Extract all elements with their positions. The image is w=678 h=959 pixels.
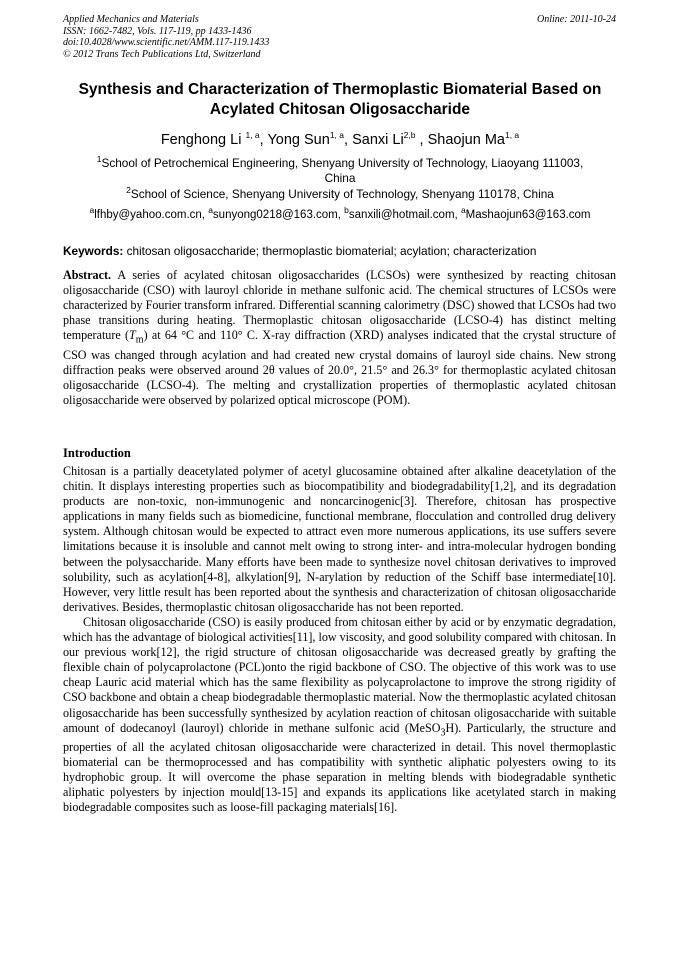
title-line-1: Synthesis and Characterization of Thermoplastic Biomaterial Based on [78, 81, 602, 98]
author-affiliation-mark: 2,b [403, 130, 416, 141]
author-name: Fenghong Li [160, 132, 242, 148]
author-affiliation-mark: 1, a [329, 130, 345, 141]
email-mark: a [460, 205, 466, 216]
abstract [63, 268, 616, 408]
keywords [63, 244, 616, 258]
email-link[interactable]: lfhby@yahoo.com.cn, [94, 209, 205, 221]
chemical-subscript: 3 [440, 727, 446, 738]
journal-name: Applied Mechanics and Materials [63, 14, 199, 25]
introduction-body [63, 464, 616, 816]
melting-temp-subscript: m [135, 334, 144, 346]
email-mark: a [208, 205, 213, 216]
affiliation-1-line-2: China [324, 170, 356, 185]
email-list [55, 205, 625, 222]
online-date: Online: 2011-10-24 [537, 14, 616, 25]
author-name: Yong Sun [267, 132, 330, 148]
author-name: Sanxi Li [352, 132, 404, 148]
affiliation-1-line-1: School of Petrochemical Engineering, Shenyang University of Technology, Liaoyang 111003, [101, 156, 584, 170]
abstract-text-part-2: ) at 64 °C and 110° C. X-ray diffraction (XRD) analyses indicated that the crystal structure of CSO was changed through acylation and had created new crystal domains of lauroyl side chains. New strong diffraction peaks were observed around 2θ values of 20.0°, 21.5° and 26.3° for thermoplastic acylated chitosan oligosaccharide (LCSO-4). The melting and crystallization properties of thermoplastic acylated chitosan oligosaccharide were observed by polarized optical microscope (POM). [63, 328, 616, 408]
email-mark: b [344, 205, 349, 216]
abstract-text-part-1: A series of acylated chitosan oligosaccharides (LCSOs) were synthesized by reacting chitosan oligosaccharide (CSO) with lauroyl chloride in methane sulfonic acid. The chemical structures of LCSOs were characterized by Fourier transform infrared. Differential scanning calorimetry (DSC) showed that LCSOs had two phase transitions during heating. Thermoplastic chitosan oligosaccharide (LCSO-4) has distinct melting temperature ( [63, 268, 616, 343]
email-mark: a [89, 205, 95, 216]
keywords-text: chitosan oligosaccharide; thermoplastic biomaterial; acylation; characterization [126, 244, 537, 258]
author-affiliation-mark: 1, a [504, 130, 520, 141]
email-link[interactable]: sanxili@hotmail.com, [348, 209, 458, 221]
melting-temp-symbol: T [129, 328, 136, 343]
author-affiliation-mark: 1, a [245, 130, 260, 141]
intro-paragraph-2-part-b: H). Particularly, the structure and properties of all the acylated chitosan oligosaccharide were characterized in detail. This novel thermoplastic biomaterial can be thermoprocessed and has compatibility with synthetic aliphatic polyesters owing to its hydrophobic group. It will overcome the phase separation in melting blends with biodegradable synthetic aliphatic polyesters by injection mould[13-15] and expands its applications like acetylated starch in making biodegradable composites such as loose-fill packaging materials[16]. [63, 720, 616, 815]
author-separator: , [259, 132, 268, 148]
journal-header [63, 14, 616, 60]
paper-title [55, 80, 625, 120]
affiliation-mark: 2 [126, 185, 131, 196]
abstract-label: Abstract. [63, 268, 112, 282]
issn-line: ISSN: 1662-7482, Vols. 117-119, pp 1433-1436 [63, 25, 252, 37]
affiliation-2 [55, 187, 625, 202]
affiliation-1 [55, 156, 625, 185]
doi-line: doi:10.4028/www.scientific.net/AMM.117-119.1433 [63, 37, 270, 48]
email-link[interactable]: sunyong0218@163.com, [212, 209, 341, 221]
copyright-line: © 2012 Trans Tech Publications Ltd, Switzerland [63, 48, 261, 60]
intro-paragraph-1: Chitosan is a partially deacetylated polymer of acetyl glucosamine obtained after alkaline deacetylation of the chitin. It displays interesting properties such as biocompatibility and biodegradability[1,2], and its degradation products are non-toxic, non-immunogenic and noncarcinogenic[3]. Therefore, chitosan has prospective applications in many fields such as biomedicine, functional membrane, flocculation and controlled drug delivery system. Although chitosan would be expected to attract even more numerous applications, its use suffers severe limitations because it is insoluble and cannot melt owing to strong inter- and intra-molecular hydrogen bonding between the polysaccharide. Many efforts have been made to synthesize novel chitosan derivatives to improved solubility, such as acylation[4-8], alkylation[9], N-arylation by reduction of the Schiff base intermediate[10]. However, very little result has been reported about the synthesis and characterization of chitosan oligosaccharide derivatives. Besides, thermoplastic chitosan oligosaccharide has not been reported. [63, 464, 616, 614]
keywords-label: Keywords: [63, 244, 124, 258]
affiliation-2-text: School of Science, Shenyang University of Technology, Shenyang 110178, China [130, 187, 554, 201]
affiliation-mark: 1 [96, 154, 102, 165]
title-line-2: Acylated Chitosan Oligosaccharide [209, 101, 471, 118]
author-name: Shaojun Ma [427, 132, 505, 148]
author-list [55, 130, 625, 150]
intro-paragraph-2 [63, 615, 616, 816]
author-separator: , [344, 132, 353, 148]
author-separator: , [415, 132, 428, 148]
intro-paragraph-2-part-a: Chitosan oligosaccharide (CSO) is easily produced from chitosan either by acid or by enzymatic degradation, which has the advantage of biological activities[11], low viscosity, and good solubility compared with chitosan. In our previous work[12], the rigid structure of chitosan oligosaccharide was decreased greatly by grafting the flexible chain of polycaprolactone (PCL)onto the rigid backbone of CSO. The objective of this work was to use cheap Lauric acid material which has the same flexibility as polycaprolactone to improve the strong rigidity of CSO backbone and obtain a cheap biodegradable thermoplastic material. Now the thermoplastic acylated chitosan oligosaccharide has been successfully synthesized by acylation reaction of chitosan oligosaccharide with suitable amount of dodecanoyl (lauroyl) chloride in methane sulfonic acid (MeSO [63, 614, 616, 735]
email-link[interactable]: Mashaojun63@163.com [465, 209, 591, 221]
section-heading-introduction: Introduction [63, 446, 131, 460]
